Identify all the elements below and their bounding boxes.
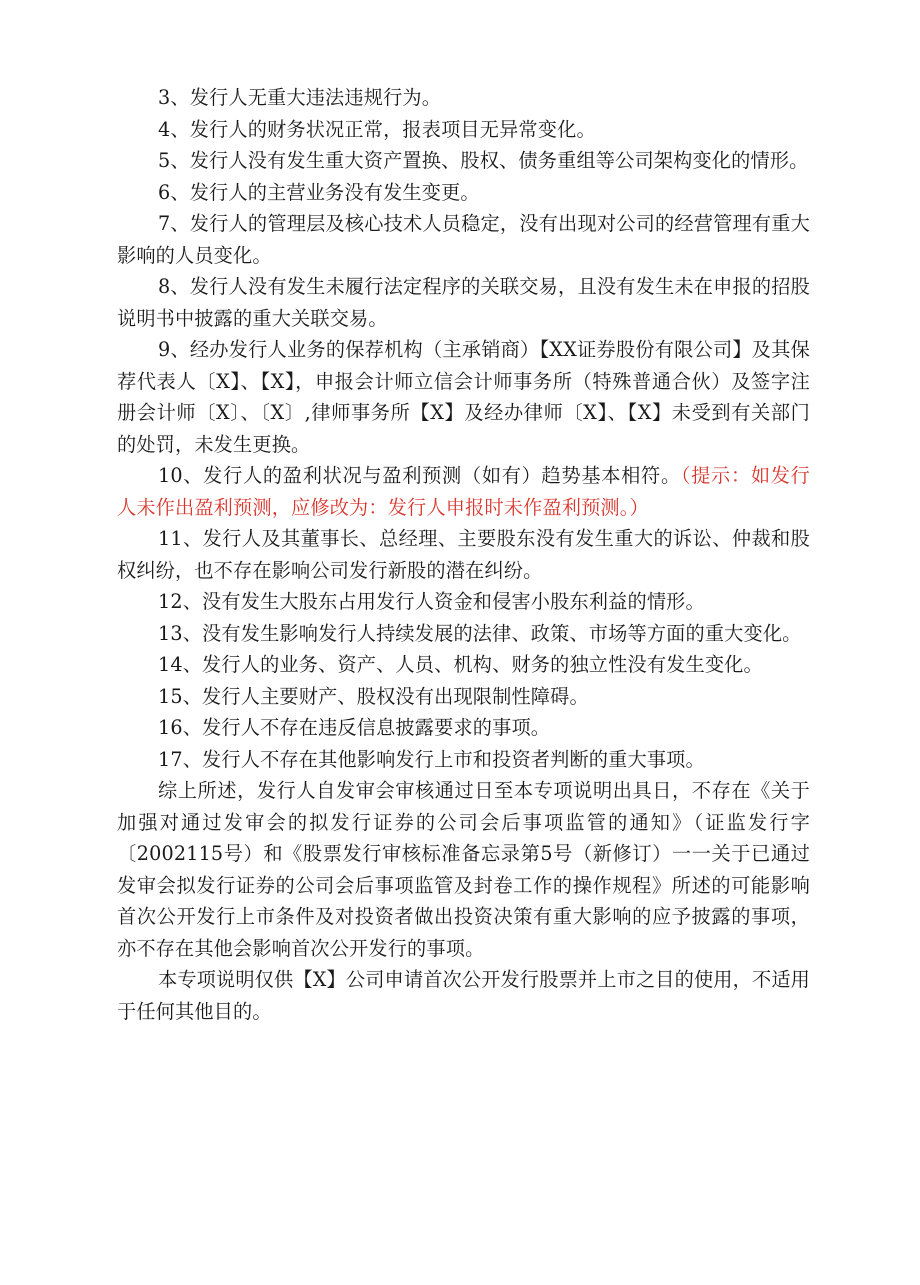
item-4: 4、发行人的财务状况正常，报表项目无异常变化。	[158, 117, 596, 141]
item-14: 14、发行人的业务、资产、人员、机构、财务的独立性没有发生变化。	[158, 653, 763, 676]
item-11: 11、发行人及其董事长、总经理、主要股东没有发生重大的诉讼、仲裁和股权纠纷，也不存在影响公司发行新股的潜在纠纷。	[117, 527, 810, 582]
item-12: 12、没有发生大股东占用发行人资金和侵害小股东利益的情形。	[158, 590, 705, 613]
item-10-hint: （提示：如发行人未作出盈利预测，应修改为：发行人申报时未作盈利预测。）	[117, 464, 810, 519]
item-7: 7、发行人的管理层及核心技术人员稳定，没有出现对公司的经营管理有重大影响的人员变化。	[117, 212, 810, 267]
item-3: 3、发行人无重大违法违规行为。	[158, 86, 442, 109]
item-5: 5、发行人没有发生重大资产置换、股权、债务重组等公司架构变化的情形。	[158, 149, 809, 172]
closing-paragraph: 本专项说明仅供【X】公司申请首次公开发行股票并上市之目的使用，不适用于任何其他目的。	[117, 968, 810, 1023]
summary-paragraph: 综上所述，发行人自发审会审核通过日至本专项说明出具日，不存在《关于加强对通过发审会的拟发行证券的公司会后事项监管的通知》（证监发行字〔2002115号）和《股票发行审核标准备忘录第5号（新修订）一一关于已通过发审会拟发行证券的公司会后事项监管及封卷工作的操作规程》所述的可能影响首次公开发行上市条件及对投资者做出投资决策有重大影响的应予披露的事项，亦不存在其他会影响首次公开发行的事项。	[117, 779, 810, 960]
item-16: 16、发行人不存在违反信息披露要求的事项。	[158, 716, 551, 739]
document-body	[117, 82, 810, 1027]
item-10-text: 10、发行人的盈利状况与盈利预测（如有）趋势基本相符。	[158, 464, 681, 487]
item-15: 15、发行人主要财产、股权没有出现限制性障碍。	[158, 684, 589, 708]
item-10	[117, 460, 810, 523]
item-8: 8、发行人没有发生未履行法定程序的关联交易，且没有发生未在申报的招股说明书中披露的重大关联交易。	[117, 275, 810, 330]
item-9: 9、经办发行人业务的保荐机构（主承销商）【XX证券股份有限公司】及其保荐代表人〔X】、【X】，申报会计师立信会计师事务所（特殊普通合伙）及签字注册会计师〔X〕、〔X〕,律师事务所【X】及经办律师〔X】、【X】未受到有关部门的处罚，未发生更换。	[117, 338, 810, 456]
item-13: 13、没有发生影响发行人持续发展的法律、政策、市场等方面的重大变化。	[158, 621, 802, 645]
item-6: 6、发行人的主营业务没有发生变更。	[158, 180, 480, 204]
item-17: 17、发行人不存在其他影响发行上市和投资者判断的重大事项。	[158, 747, 705, 771]
